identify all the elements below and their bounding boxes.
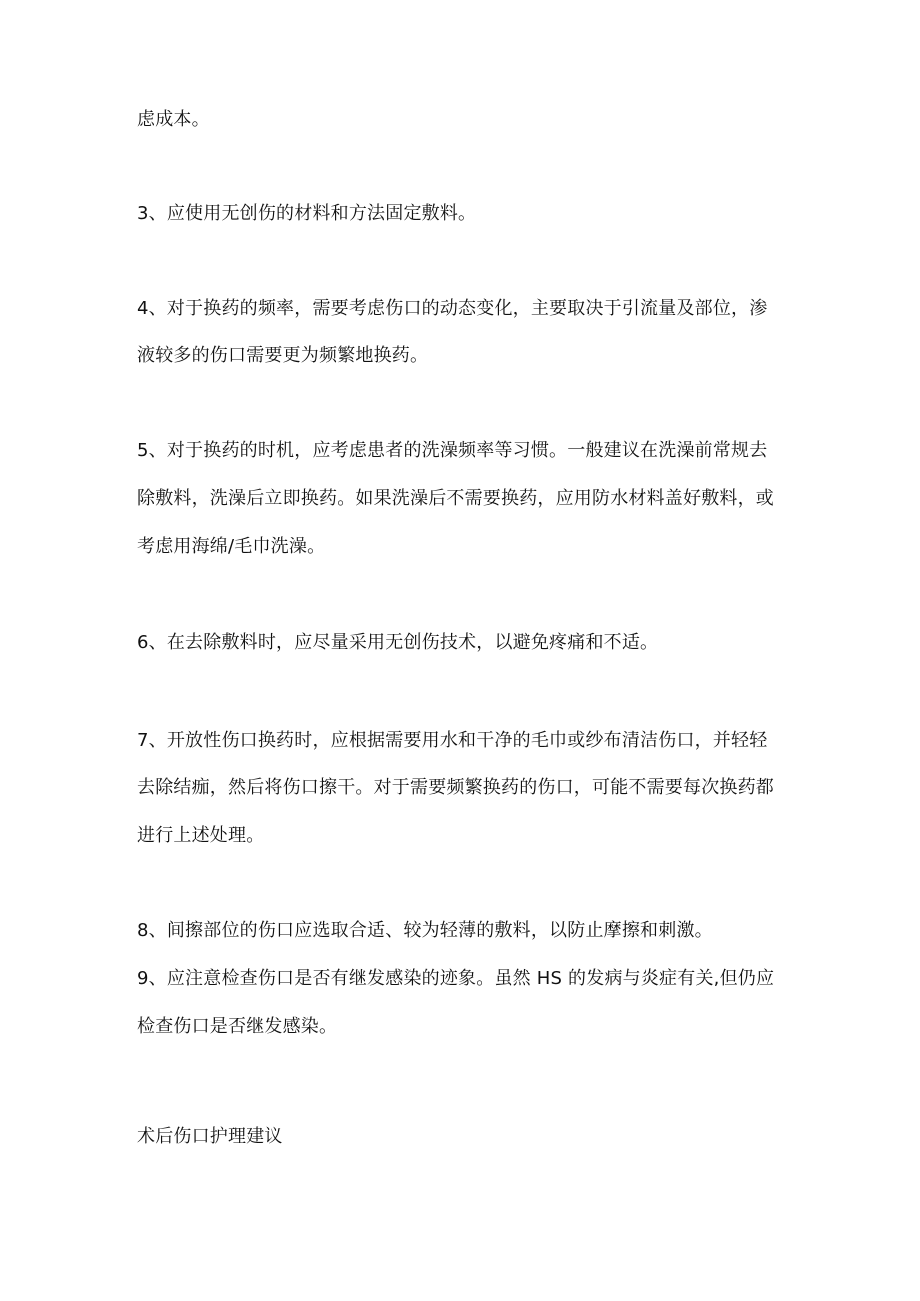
text-line: 进行上述处理。 [137, 825, 265, 846]
text-line: 8、间擦部位的伤口应选取合适、较为轻薄的敷料，以防止摩擦和刺激。 [137, 920, 713, 941]
section-heading: 术后伤口护理建议 [137, 1126, 283, 1147]
text-line: 7、开放性伤口换药时，应根据需要用水和干净的毛巾或纱布清洁伤口，并轻轻 [137, 730, 768, 751]
text-line: 液较多的伤口需要更为频繁地换药。 [137, 345, 429, 366]
text-line: 4、对于换药的频率，需要考虑伤口的动态变化，主要取决于引流量及部位，渗 [137, 298, 768, 319]
text-line: 3、应使用无创伤的材料和方法固定敷料。 [137, 203, 477, 224]
text-line: 考虑用海绵/毛巾洗澡。 [137, 536, 326, 557]
text-line: 虑成本。 [137, 109, 210, 130]
text-line: 5、对于换药的时机，应考虑患者的洗澡频率等习惯。一般建议在洗澡前常规去 [137, 440, 768, 461]
text-line: 6、在去除敷料时，应尽量采用无创伤技术，以避免疼痛和不适。 [137, 632, 659, 653]
text-line: 检查伤口是否继发感染。 [137, 1016, 338, 1037]
text-line: 去除结痂，然后将伤口擦干。对于需要频繁换药的伤口，可能不需要每次换药都 [137, 777, 774, 798]
text-line: 除敷料，洗澡后立即换药。如果洗澡后不需要换药，应用防水材料盖好敷料，或 [137, 488, 774, 509]
text-line: 9、应注意检查伤口是否有继发感染的迹象。虽然 HS 的发病与炎症有关,但仍应 [137, 968, 775, 989]
